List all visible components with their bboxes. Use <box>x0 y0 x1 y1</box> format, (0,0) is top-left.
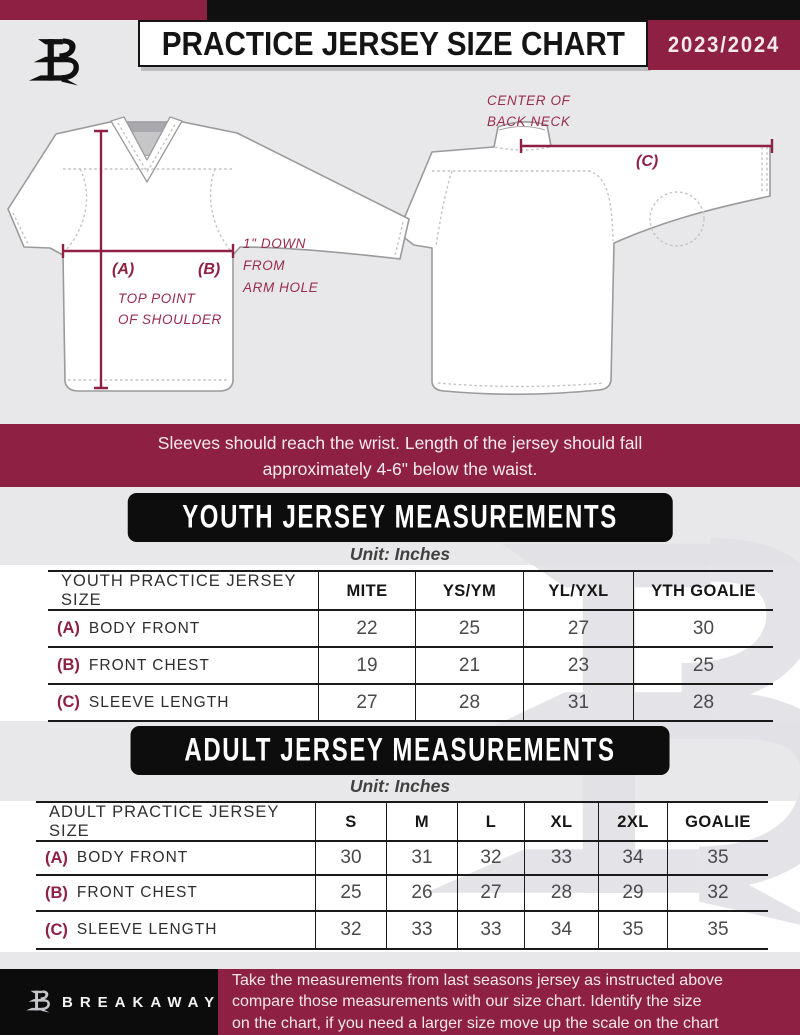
youth-col-header-ylyxl: YL/YXL <box>523 572 633 610</box>
adult-section-title: ADULT JERSEY MEASUREMENTS <box>184 732 616 768</box>
row-label: SLEEVE LENGTH <box>76 921 218 938</box>
youth-col-header-size: YOUTH PRACTICE JERSEY SIZE <box>61 572 297 609</box>
cell-value: 28 <box>633 685 773 720</box>
cell-value: 28 <box>415 685 523 720</box>
cell-value: 29 <box>598 876 667 910</box>
footer-brand-block <box>0 969 222 1035</box>
label-a-caption-1: TOP POINT <box>118 291 196 306</box>
table-row <box>36 912 768 950</box>
label-a: (A) <box>112 261 135 278</box>
row-label: FRONT CHEST <box>76 884 198 901</box>
row-key: (A) <box>45 848 68 867</box>
label-c: (C) <box>636 153 659 170</box>
cell-value: 22 <box>318 611 415 646</box>
adult-col-header-xl: XL <box>524 803 598 841</box>
row-key: (B) <box>45 883 68 902</box>
cell-value: 31 <box>523 685 633 720</box>
table-row <box>36 842 768 876</box>
breakaway-logo-icon <box>20 24 96 102</box>
youth-size-table <box>48 570 773 722</box>
cell-value: 28 <box>524 876 598 910</box>
youth-col-header-goalie: YTH GOALIE <box>633 572 773 610</box>
front-jersey-drawing <box>8 117 409 391</box>
table-row <box>36 876 768 912</box>
youth-section-header <box>128 493 673 542</box>
season-label: 2023/2024 <box>667 32 781 57</box>
adult-col-header-goalie: GOALIE <box>667 803 768 841</box>
label-c-caption-2: BACK NECK <box>487 114 571 129</box>
fit-note-banner <box>0 424 800 487</box>
top-accent-strip-black <box>207 0 800 20</box>
youth-table-header-row <box>48 572 773 611</box>
cell-value: 33 <box>524 842 598 874</box>
cell-value: 35 <box>598 912 667 948</box>
row-label: FRONT CHEST <box>88 656 210 674</box>
cell-value: 32 <box>667 876 768 910</box>
footer <box>0 969 800 1035</box>
label-b-caption-2: FROM <box>243 258 286 273</box>
breakaway-logo-icon <box>22 983 58 1021</box>
row-label: SLEEVE LENGTH <box>88 693 230 711</box>
cell-value: 25 <box>315 876 386 910</box>
cell-value: 32 <box>315 912 386 948</box>
cell-value: 23 <box>523 648 633 683</box>
brand-wordmark: BREAKAWAY <box>62 993 222 1011</box>
cell-value: 21 <box>415 648 523 683</box>
footer-instruction-line-1: Take the measurements from last seasons jersey as instructed above <box>232 971 723 989</box>
footer-instruction-line-2: compare those measurements with our size chart. Identify the size <box>232 993 702 1011</box>
table-row <box>48 648 773 685</box>
cell-value: 27 <box>523 611 633 646</box>
label-a-caption-2: OF SHOULDER <box>118 312 222 327</box>
row-label: BODY FRONT <box>76 849 189 866</box>
row-key: (B) <box>57 656 80 674</box>
adult-unit-label: Unit: Inches <box>349 776 451 796</box>
cell-value: 27 <box>457 876 524 910</box>
footer-instructions <box>218 969 800 1035</box>
fit-note-line-2: approximately 4-6" below the waist. <box>262 458 538 479</box>
cell-value: 30 <box>633 611 773 646</box>
jersey-measurement-diagram <box>0 66 800 426</box>
cell-value: 27 <box>318 685 415 720</box>
cell-value: 35 <box>667 842 768 874</box>
row-key: (A) <box>57 619 80 637</box>
adult-col-header-m: M <box>386 803 457 841</box>
label-b-caption-3: ARM HOLE <box>243 280 319 295</box>
label-b-caption-1: 1" DOWN <box>243 236 306 251</box>
youth-section-title: YOUTH JERSEY MEASUREMENTS <box>182 499 618 535</box>
page-title: PRACTICE JERSEY SIZE CHART <box>161 24 625 62</box>
cell-value: 25 <box>633 648 773 683</box>
label-c-caption-1: CENTER OF <box>487 93 571 108</box>
adult-section-header <box>131 726 670 775</box>
cell-value: 25 <box>415 611 523 646</box>
cell-value: 32 <box>457 842 524 874</box>
cell-value: 35 <box>667 912 768 948</box>
adult-size-table <box>36 801 768 950</box>
youth-unit-label: Unit: Inches <box>349 544 451 564</box>
youth-col-header-mite: MITE <box>318 572 415 610</box>
adult-col-header-l: L <box>457 803 524 841</box>
cell-value: 31 <box>386 842 457 874</box>
page-title-box <box>138 20 648 67</box>
label-b: (B) <box>198 261 221 278</box>
cell-value: 33 <box>457 912 524 948</box>
fit-note-line-1: Sleeves should reach the wrist. Length of the jersey should fall <box>157 432 643 453</box>
youth-col-header-ysym: YS/YM <box>415 572 523 610</box>
cell-value: 19 <box>318 648 415 683</box>
cell-value: 30 <box>315 842 386 874</box>
top-accent-strip-maroon <box>0 0 207 20</box>
footer-instruction-line-3: on the chart, if you need a larger size move up the scale on the chart <box>232 1014 719 1032</box>
adult-col-header-s: S <box>315 803 386 841</box>
row-key: (C) <box>57 693 80 711</box>
row-key: (C) <box>45 920 68 939</box>
cell-value: 34 <box>598 842 667 874</box>
cell-value: 34 <box>524 912 598 948</box>
season-badge <box>648 20 800 70</box>
cell-value: 33 <box>386 912 457 948</box>
table-row <box>48 611 773 648</box>
adult-table-header-row <box>36 803 768 842</box>
adult-col-header-size: ADULT PRACTICE JERSEY SIZE <box>49 803 280 840</box>
row-label: BODY FRONT <box>88 619 201 637</box>
adult-col-header-2xl: 2XL <box>598 803 667 841</box>
back-jersey-drawing <box>398 122 770 394</box>
cell-value: 26 <box>386 876 457 910</box>
table-row <box>48 685 773 722</box>
